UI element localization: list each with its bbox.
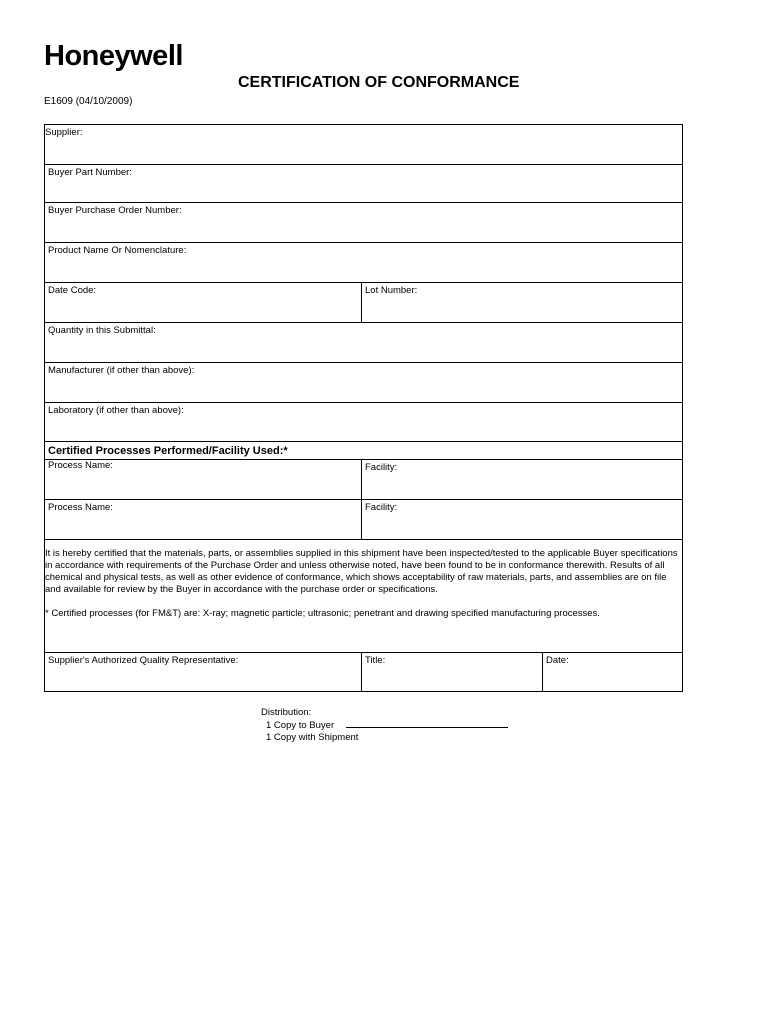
supplier-field[interactable]	[45, 125, 682, 165]
certification-statement: It is hereby certified that the materials, parts, or assemblies supplied in this shipment have been inspected/tested to the applicable Buyer specifications in accordance with requirements of the Purchase Order and unless otherwise noted, have been found to be in conformance therewith. Results of all chemical and physical tests, as well as other evidence of conformance, which shows acceptability of raw materials, parts, and assemblies are on file and available for review by the Buyer in accordance with the purchase order or specifications.	[45, 548, 678, 595]
representative-label: Supplier's Authorized Quality Representative:	[48, 655, 239, 666]
facility-label: Facility:	[365, 462, 398, 473]
process-name-field[interactable]	[45, 500, 361, 539]
process-row	[45, 460, 682, 500]
date-code-label: Date Code:	[48, 285, 97, 296]
supplier-label: Supplier:	[45, 127, 83, 138]
laboratory-field[interactable]	[45, 403, 682, 442]
buyer-part-number-field[interactable]	[45, 165, 682, 203]
date-label: Date:	[546, 655, 569, 666]
distribution-block	[261, 707, 508, 745]
quantity-label: Quantity in this Submittal:	[48, 325, 156, 336]
facility-field[interactable]	[361, 460, 682, 499]
buyer-po-number-label: Buyer Purchase Order Number:	[48, 205, 182, 216]
processes-heading: Certified Processes Performed/Facility Used:*	[48, 445, 288, 457]
manufacturer-field[interactable]	[45, 363, 682, 403]
date-field[interactable]	[542, 653, 682, 691]
facility-field[interactable]	[361, 500, 682, 539]
form-number: E1609 (04/10/2009)	[44, 96, 133, 107]
certification-section	[45, 540, 682, 653]
process-name-label: Process Name:	[48, 460, 113, 471]
lot-number-field[interactable]	[361, 283, 682, 322]
quantity-field[interactable]	[45, 323, 682, 363]
certified-processes-note: * Certified processes (for FM&T) are: X-ray; magnetic particle; ultrasonic; penetrant and drawing specified manufacturing processes.	[45, 608, 600, 619]
date-code-field[interactable]	[45, 283, 361, 322]
copy-with-shipment: 1 Copy with Shipment	[266, 732, 359, 743]
signature-row	[45, 653, 682, 691]
process-name-label: Process Name:	[48, 502, 113, 513]
buyer-signature-line[interactable]	[346, 727, 508, 728]
processes-heading-row	[45, 442, 682, 460]
manufacturer-label: Manufacturer (if other than above):	[48, 365, 195, 376]
buyer-part-number-label: Buyer Part Number:	[48, 167, 132, 178]
process-row	[45, 500, 682, 540]
title-field[interactable]	[361, 653, 542, 691]
distribution-heading: Distribution:	[261, 707, 312, 718]
honeywell-logo: Honeywell	[44, 40, 183, 72]
page-title: CERTIFICATION OF CONFORMANCE	[238, 74, 520, 91]
product-name-field[interactable]	[45, 243, 682, 283]
representative-field[interactable]	[45, 653, 361, 691]
buyer-po-number-field[interactable]	[45, 203, 682, 243]
date-lot-row	[45, 283, 682, 323]
conformance-form	[44, 124, 683, 692]
process-name-field[interactable]	[45, 460, 361, 499]
lot-number-label: Lot Number:	[365, 285, 418, 296]
title-label: Title:	[365, 655, 386, 666]
facility-label: Facility:	[365, 502, 398, 513]
laboratory-label: Laboratory (if other than above):	[48, 405, 184, 416]
product-name-label: Product Name Or Nomenclature:	[48, 245, 187, 256]
copy-to-buyer: 1 Copy to Buyer	[266, 719, 335, 731]
